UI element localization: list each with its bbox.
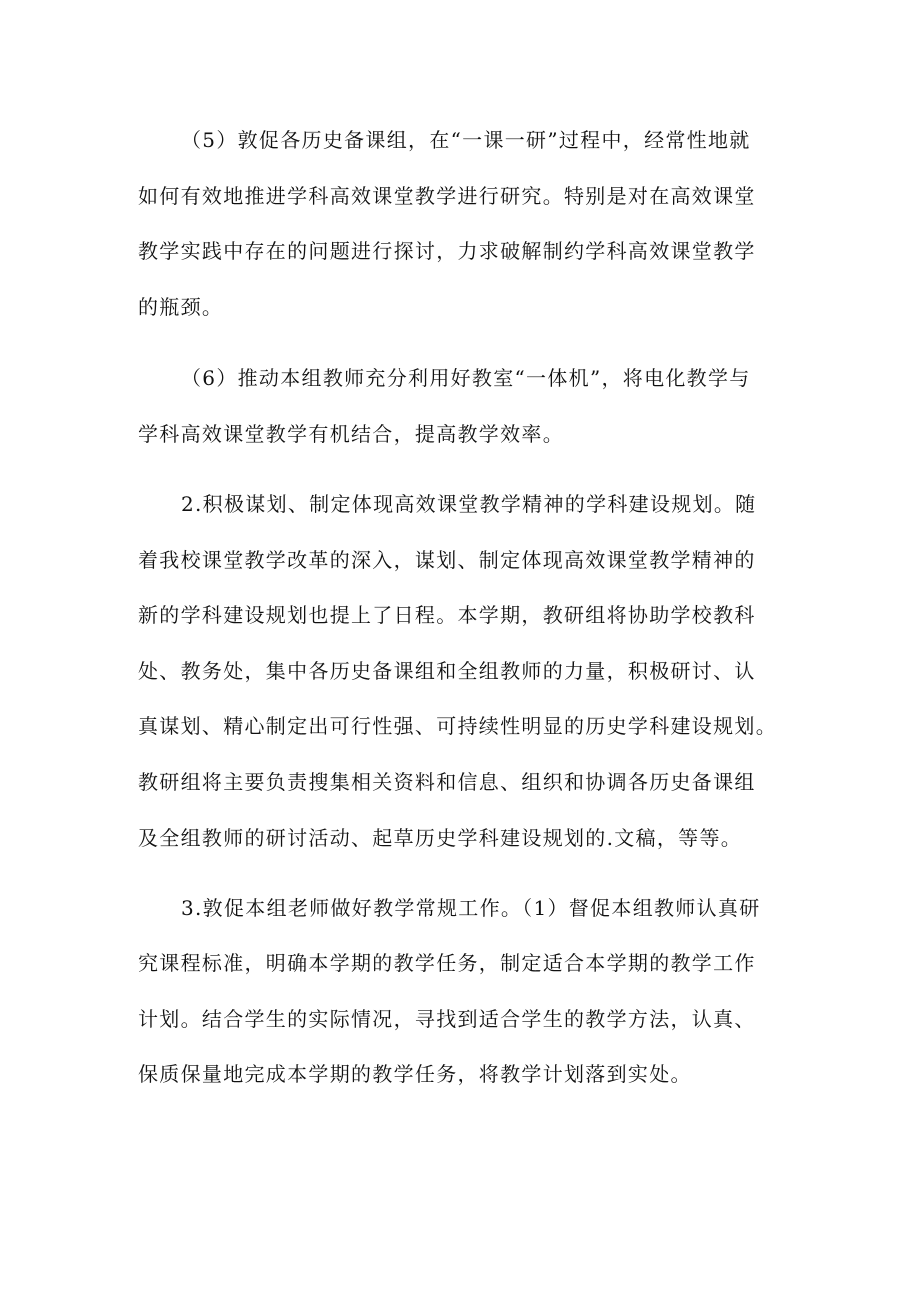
text-line: 3.敦促本组老师做好教学常规工作。（1）督促本组教师认真研	[181, 896, 761, 920]
text-line: 计划。结合学生的实际情况，寻找到适合学生的教学方法，认真、	[138, 1007, 756, 1031]
text-line: （6）推动本组教师充分利用好教室“一体机”，将电化教学与	[181, 366, 751, 390]
text-line: 2.积极谋划、制定体现高效课堂教学精神的学科建设规划。随	[181, 492, 757, 516]
text-line: 处、教务处，集中各历史备课组和全组教师的力量，积极研讨、认	[138, 659, 756, 683]
text-line: 着我校课堂教学改革的深入，谋划、制定体现高效课堂教学精神的	[138, 548, 756, 572]
text-line: 保质保量地完成本学期的教学任务，将教学计划落到实处。	[138, 1062, 692, 1086]
text-line: 学科高效课堂教学有机结合，提高教学效率。	[138, 422, 564, 446]
text-line: 真谋划、精心制定出可行性强、可持续性明显的历史学科建设规划。	[138, 714, 777, 738]
text-line: 教研组将主要负责搜集相关资料和信息、组织和协调各历史备课组	[138, 770, 756, 794]
text-line: 及全组教师的研讨活动、起草历史学科建设规划的.文稿，等等。	[138, 826, 743, 850]
text-line: 新的学科建设规划也提上了日程。本学期，教研组将协助学校教科	[138, 603, 756, 627]
text-line: 如何有效地推进学科高效课堂教学进行研究。特别是对在高效课堂	[138, 184, 756, 208]
text-line: 究课程标准，明确本学期的教学任务，制定适合本学期的教学工作	[138, 951, 756, 975]
text-line: 的瓶颈。	[138, 295, 224, 319]
text-line: （5）敦促各历史备课组，在“一课一研”过程中，经常性地就	[181, 128, 751, 152]
text-line: 教学实践中存在的问题进行探讨，力求破解制约学科高效课堂教学	[138, 239, 756, 263]
